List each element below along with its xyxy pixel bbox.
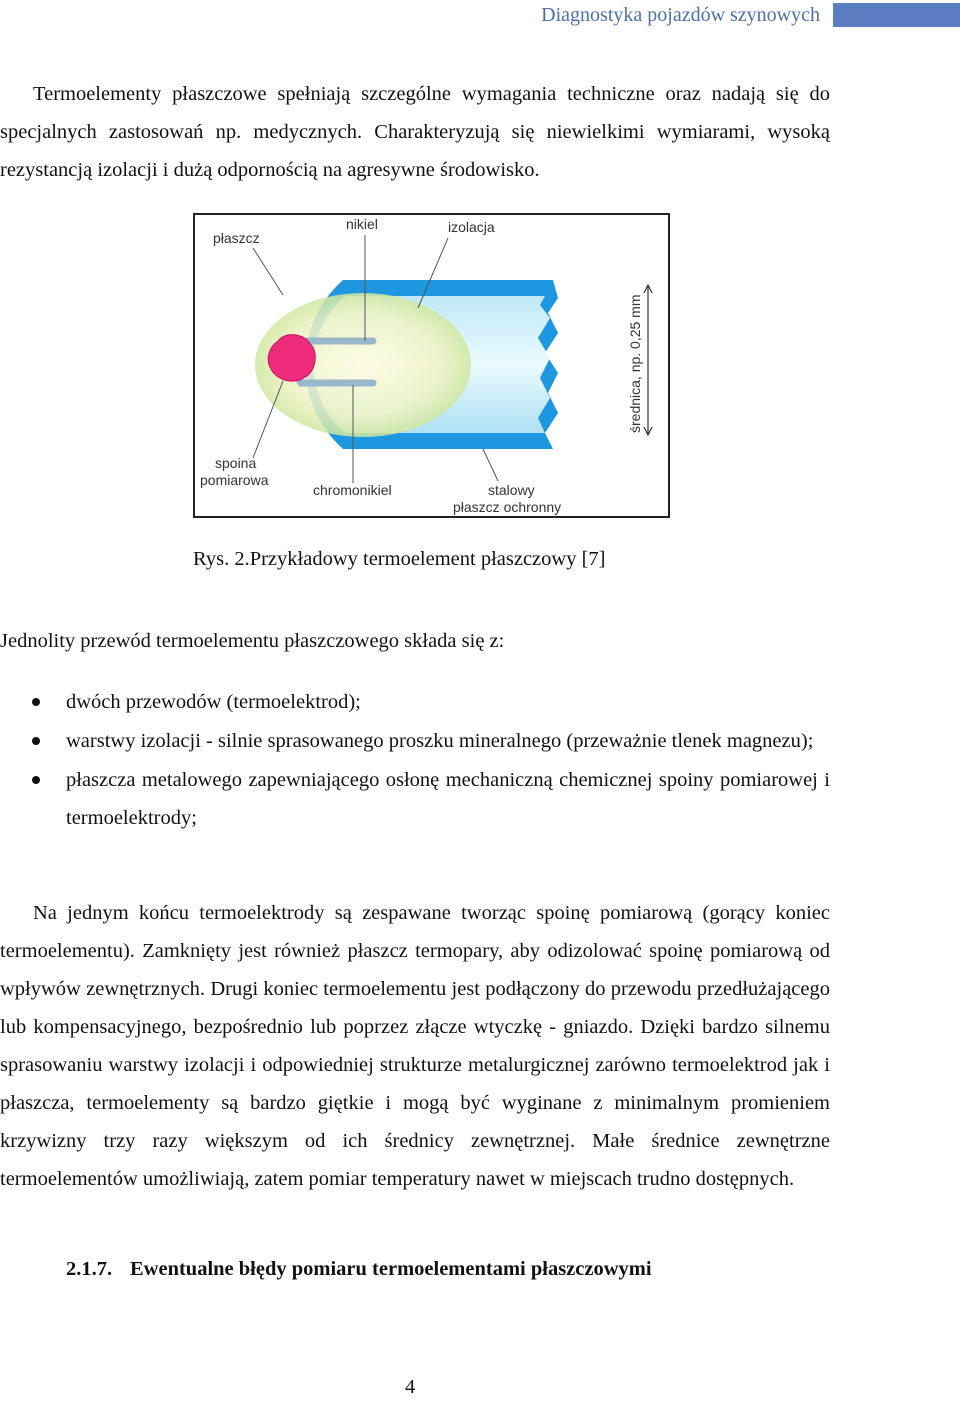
list-item (0, 683, 830, 721)
list-item (0, 722, 830, 760)
list-item-text: warstwy izolacji - silnie sprasowanego proszku mineralnego (przeważnie tlenek magnezu); (66, 730, 814, 752)
label-plaszcz: płaszcz (213, 230, 260, 246)
label-chromonikiel: chromonikiel (313, 482, 392, 498)
paragraph-body (0, 894, 830, 1198)
paragraph-intro (0, 75, 830, 189)
section-heading (66, 1258, 652, 1281)
label-plaszcz-ochronny: płaszcz ochronny (453, 499, 562, 515)
bullet-icon (32, 737, 40, 745)
list-item-text: dwóch przewodów (termoelektrod); (66, 691, 361, 713)
bullet-icon (32, 698, 40, 706)
paragraph-body-text: Na jednym końcu termoelektrody są zespawane tworząc spoinę pomiarową (gorący koniec termoelementu). Zamknięty jest również płaszcz termopary, aby odizolować spoinę pomiarową od wpływów zewnętrznych. Drugi koniec termoelementu jest podłączony do przewodu przedłużającego lub kompensacyjnego, bezpośrednio lub poprzez złącze wtyczkę - gniazdo. Dzięki bardzo silnemu sprasowaniu warstwy izolacji i odpowiedniej strukturze metalurgicznej zarówno termoelektrod jak i płaszcza, termoelementy są bardzo giętkie i mogą być wyginane z minimalnym promieniem krzywizny trzy razy większym od ich średnicy zewnętrznej. Małe średnice zewnętrzne termoelementów umożliwiają, zatem pomiar temperatury nawet w miejscach trudno dostępnych. (0, 902, 830, 1190)
running-header: Diagnostyka pojazdów szynowych (541, 4, 820, 26)
figure-caption: Rys. 2.Przykładowy termoelement płaszczowy [7] (193, 548, 606, 570)
page-number: 4 (405, 1376, 416, 1398)
label-spoina: spoina (215, 455, 257, 471)
list-item (0, 761, 830, 837)
bullet-icon (32, 776, 40, 784)
paragraph-intro-text: Termoelementy płaszczowe spełniają szczególne wymagania techniczne oraz nadają się do specjalnych zastosowań np. medycznych. Charakteryzują się niewielkimi wymiarami, wysoką rezystancją izolacji i dużą odpornością na agresywne środowisko. (0, 83, 830, 181)
thermocouple-figure (193, 213, 670, 518)
section-number: 2.1.7. (66, 1258, 113, 1280)
section-title: Ewentualne błędy pomiaru termoelementami płaszczowymi (130, 1258, 652, 1280)
label-srednica: średnica, np. 0,25 mm (627, 294, 643, 433)
list-intro: Jednolity przewód termoelementu płaszczowego składa się z: (0, 630, 505, 652)
header-accent-bar (833, 3, 960, 27)
label-pomiarowa: pomiarowa (200, 472, 269, 488)
list-item-text: płaszcza metalowego zapewniającego osłonę mechaniczną chemicznej spoiny pomiarowej i termoelektrody; (66, 769, 830, 829)
label-izolacja: izolacja (448, 219, 495, 235)
label-nikiel: nikiel (346, 216, 378, 232)
label-stalowy: stalowy (488, 482, 535, 498)
bullet-list (0, 683, 830, 838)
